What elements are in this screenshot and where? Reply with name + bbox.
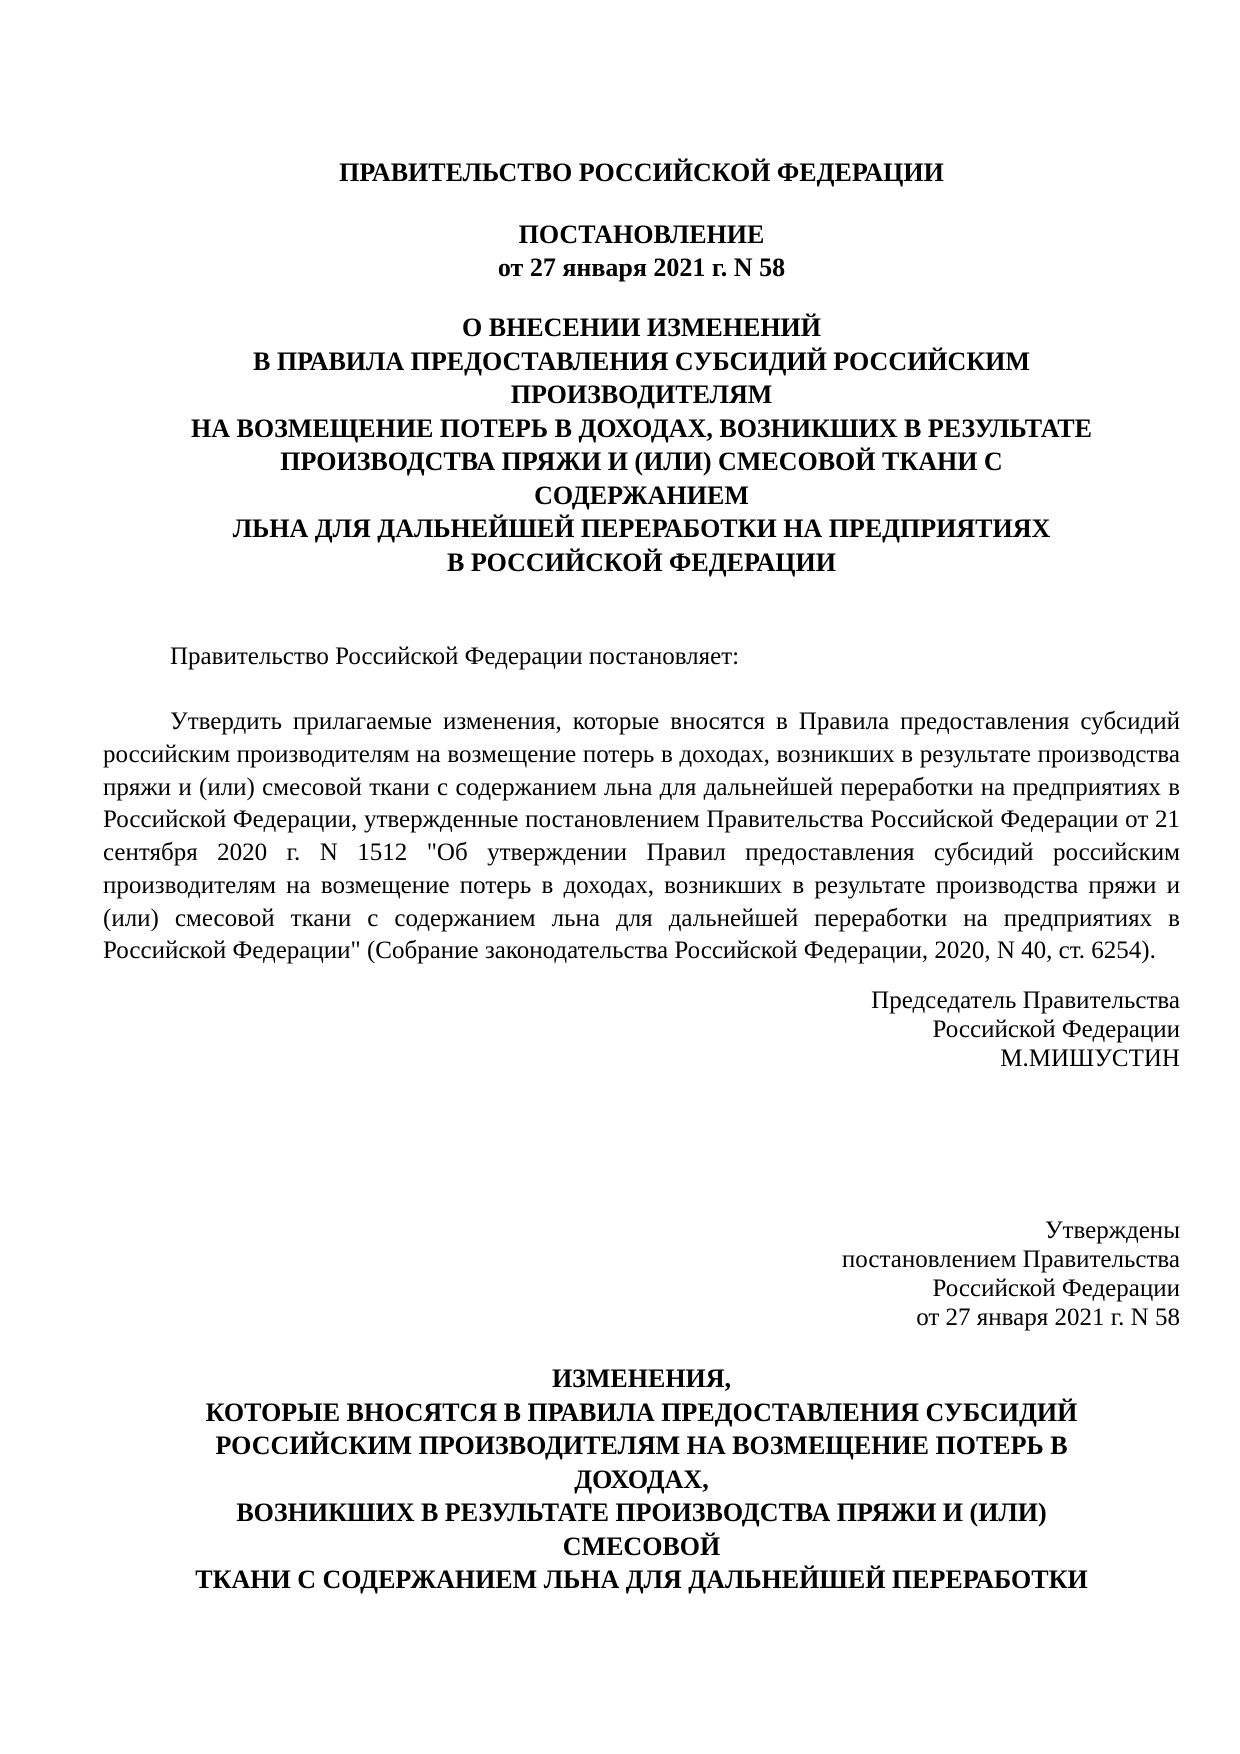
header-spacer bbox=[103, 189, 1180, 218]
document-date-number: от 27 января 2021 г. N 58 bbox=[497, 253, 786, 282]
approval-line: от 27 января 2021 г. N 58 bbox=[916, 1304, 1180, 1331]
signature-block bbox=[103, 986, 1180, 1073]
annex-title-line: ВОЗНИКШИХ В РЕЗУЛЬТАТЕ ПРОИЗВОДСТВА ПРЯЖИ И (ИЛИ) bbox=[236, 1498, 1047, 1527]
annex-title-line: ИЗМЕНЕНИЯ, bbox=[551, 1364, 732, 1393]
approval-block bbox=[103, 1216, 1180, 1332]
approval-line: Российской Федерации bbox=[932, 1275, 1180, 1302]
annex-title-line: СМЕСОВОЙ bbox=[562, 1531, 721, 1561]
document-title-line: ПРОИЗВОДСТВА ПРЯЖИ И (ИЛИ) СМЕСОВОЙ ТКАНИ С bbox=[280, 447, 1003, 476]
decree-paragraph: Утвердить прилагаемые изменения, которые вносятся в Правила предоставления субсидий российским производителям на возмещение потерь в доходах, возникших в результате производства пряжи и (или) смесовой ткани с содержанием льна для дальнейшей переработки на предприятиях в Российской Федерации, утвержденные постановлением Правительства Российской Федерации от 21 сентября 2020 г. N 1512 "Об утверждении Правил предоставления субсидий российским производителям на возмещение потерь в доходах, возникших в результате производства пряжи и (или) смесовой ткани с содержанием льна для дальнейшей переработки на предприятиях в Российской Федерации" (Собрание законодательства Российской Федерации, 2020, N 40, ст. 6254). bbox=[103, 708, 1180, 965]
document-title-line: НА ВОЗМЕЩЕНИЕ ПОТЕРЬ В ДОХОДАХ, ВОЗНИКШИХ В РЕЗУЛЬТАТЕ bbox=[191, 413, 1092, 443]
document-type: ПОСТАНОВЛЕНИЕ bbox=[518, 220, 765, 249]
signature-line: М.МИШУСТИН bbox=[1000, 1045, 1180, 1072]
signature-line: Председатель Правительства bbox=[871, 987, 1180, 1014]
annex-title-line: ТКАНИ С СОДЕРЖАНИЕМ ЛЬНА ДЛЯ ДАЛЬНЕЙШЕЙ ПЕРЕРАБОТКИ bbox=[195, 1565, 1088, 1594]
document-title-line: ЛЬНА ДЛЯ ДАЛЬНЕЙШЕЙ ПЕРЕРАБОТКИ НА ПРЕДПРИЯТИЯХ bbox=[232, 514, 1051, 543]
document-title-line: СОДЕРЖАНИЕМ bbox=[534, 480, 749, 510]
signature-line: Российской Федерации bbox=[932, 1016, 1180, 1043]
document-title-line: О ВНЕСЕНИИ ИЗМЕНЕНИЙ bbox=[462, 313, 821, 342]
annex-title-line: ДОХОДАХ, bbox=[574, 1464, 709, 1494]
approval-line: постановлением Правительства bbox=[841, 1246, 1180, 1273]
document-header bbox=[103, 156, 1180, 284]
document-title-line: В РОССИЙСКОЙ ФЕДЕРАЦИИ bbox=[447, 547, 836, 577]
approval-line: Утверждены bbox=[1044, 1217, 1180, 1244]
document-title-line: В ПРАВИЛА ПРЕДОСТАВЛЕНИЯ СУБСИДИЙ РОССИЙСКИМ bbox=[253, 346, 1030, 376]
issuing-authority: ПРАВИТЕЛЬСТВО РОССИЙСКОЙ ФЕДЕРАЦИИ bbox=[339, 158, 944, 187]
annex-title bbox=[103, 1362, 1180, 1597]
annex-title-line: КОТОРЫЕ ВНОСЯТСЯ В ПРАВИЛА ПРЕДОСТАВЛЕНИЯ СУБСИДИЙ bbox=[205, 1397, 1078, 1427]
document-title-line: ПРОИЗВОДИТЕЛЯМ bbox=[510, 380, 773, 409]
document-title bbox=[103, 311, 1180, 579]
annex-title-line: РОССИЙСКИМ ПРОИЗВОДИТЕЛЯМ НА ВОЗМЕЩЕНИЕ ПОТЕРЬ В bbox=[215, 1431, 1068, 1460]
preamble: Правительство Российской Федерации постановляет: bbox=[170, 643, 740, 670]
